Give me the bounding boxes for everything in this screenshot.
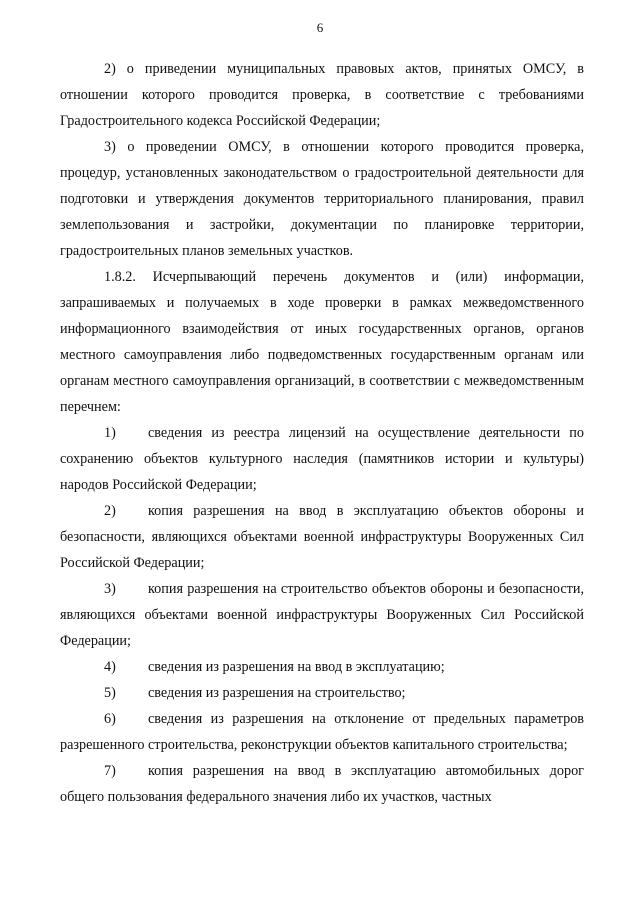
list-item-text: сведения из разрешения на ввод в эксплуатацию; [148, 659, 445, 675]
list-item-number: 4) [104, 659, 116, 675]
list-item-number: 6) [104, 711, 116, 727]
list-item-number: 1) [104, 425, 116, 441]
list-item-text: копия разрешения на ввод в эксплуатацию автомобильных дорог общего пользования федерального значения либо их участков, частных [60, 763, 584, 805]
list-item [60, 758, 584, 810]
list-item-number: 7) [104, 763, 116, 779]
list-item [60, 654, 584, 680]
list-item [60, 680, 584, 706]
paragraph-2: 2) о приведении муниципальных правовых актов, принятых ОМСУ, в отношении которого проводится проверка, в соответствие с требованиями Градостроительного кодекса Российской Федерации; [60, 61, 584, 129]
list-item-number: 5) [104, 685, 116, 701]
document-body [60, 56, 584, 810]
list-item-text: сведения из реестра лицензий на осуществление деятельности по сохранению объектов культурного наследия (памятников истории и культуры) народов Российской Федерации; [60, 425, 584, 493]
list-item-text: сведения из разрешения на отклонение от предельных параметров разрешенного строительства, реконструкции объектов капитального строительства; [60, 711, 584, 753]
list-item-text: копия разрешения на строительство объектов обороны и безопасности, являющихся объектами военной инфраструктуры Вооруженных Сил Российской Федерации; [60, 581, 584, 649]
paragraph-1-8-2: 1.8.2. Исчерпывающий перечень документов и (или) информации, запрашиваемых и получаемых в ходе проверки в рамках межведомственного информационного взаимодействия от иных государственных органов, органов местного самоуправления либо подведомственных государственным органам или органам местного самоуправления организаций, в соответствии с межведомственным перечнем: [60, 269, 584, 415]
list-item [60, 576, 584, 654]
list-item [60, 498, 584, 576]
list-item-text: копия разрешения на ввод в эксплуатацию объектов обороны и безопасности, являющихся объектами военной инфраструктуры Вооруженных Сил Российской Федерации; [60, 503, 584, 571]
list-item-number: 2) [104, 503, 116, 519]
list-item [60, 420, 584, 498]
paragraph-3: 3) о проведении ОМСУ, в отношении которого проводится проверка, процедур, установленных законодательством о градостроительной деятельности для подготовки и утверждения документов территориального планирования, правил землепользования и застройки, документации по планировке территории, градостроительных планов земельных участков. [60, 139, 584, 259]
list-item [60, 706, 584, 758]
list-item-number: 3) [104, 581, 116, 597]
page-number: 6 [316, 20, 324, 35]
list-item-text: сведения из разрешения на строительство; [148, 685, 406, 701]
